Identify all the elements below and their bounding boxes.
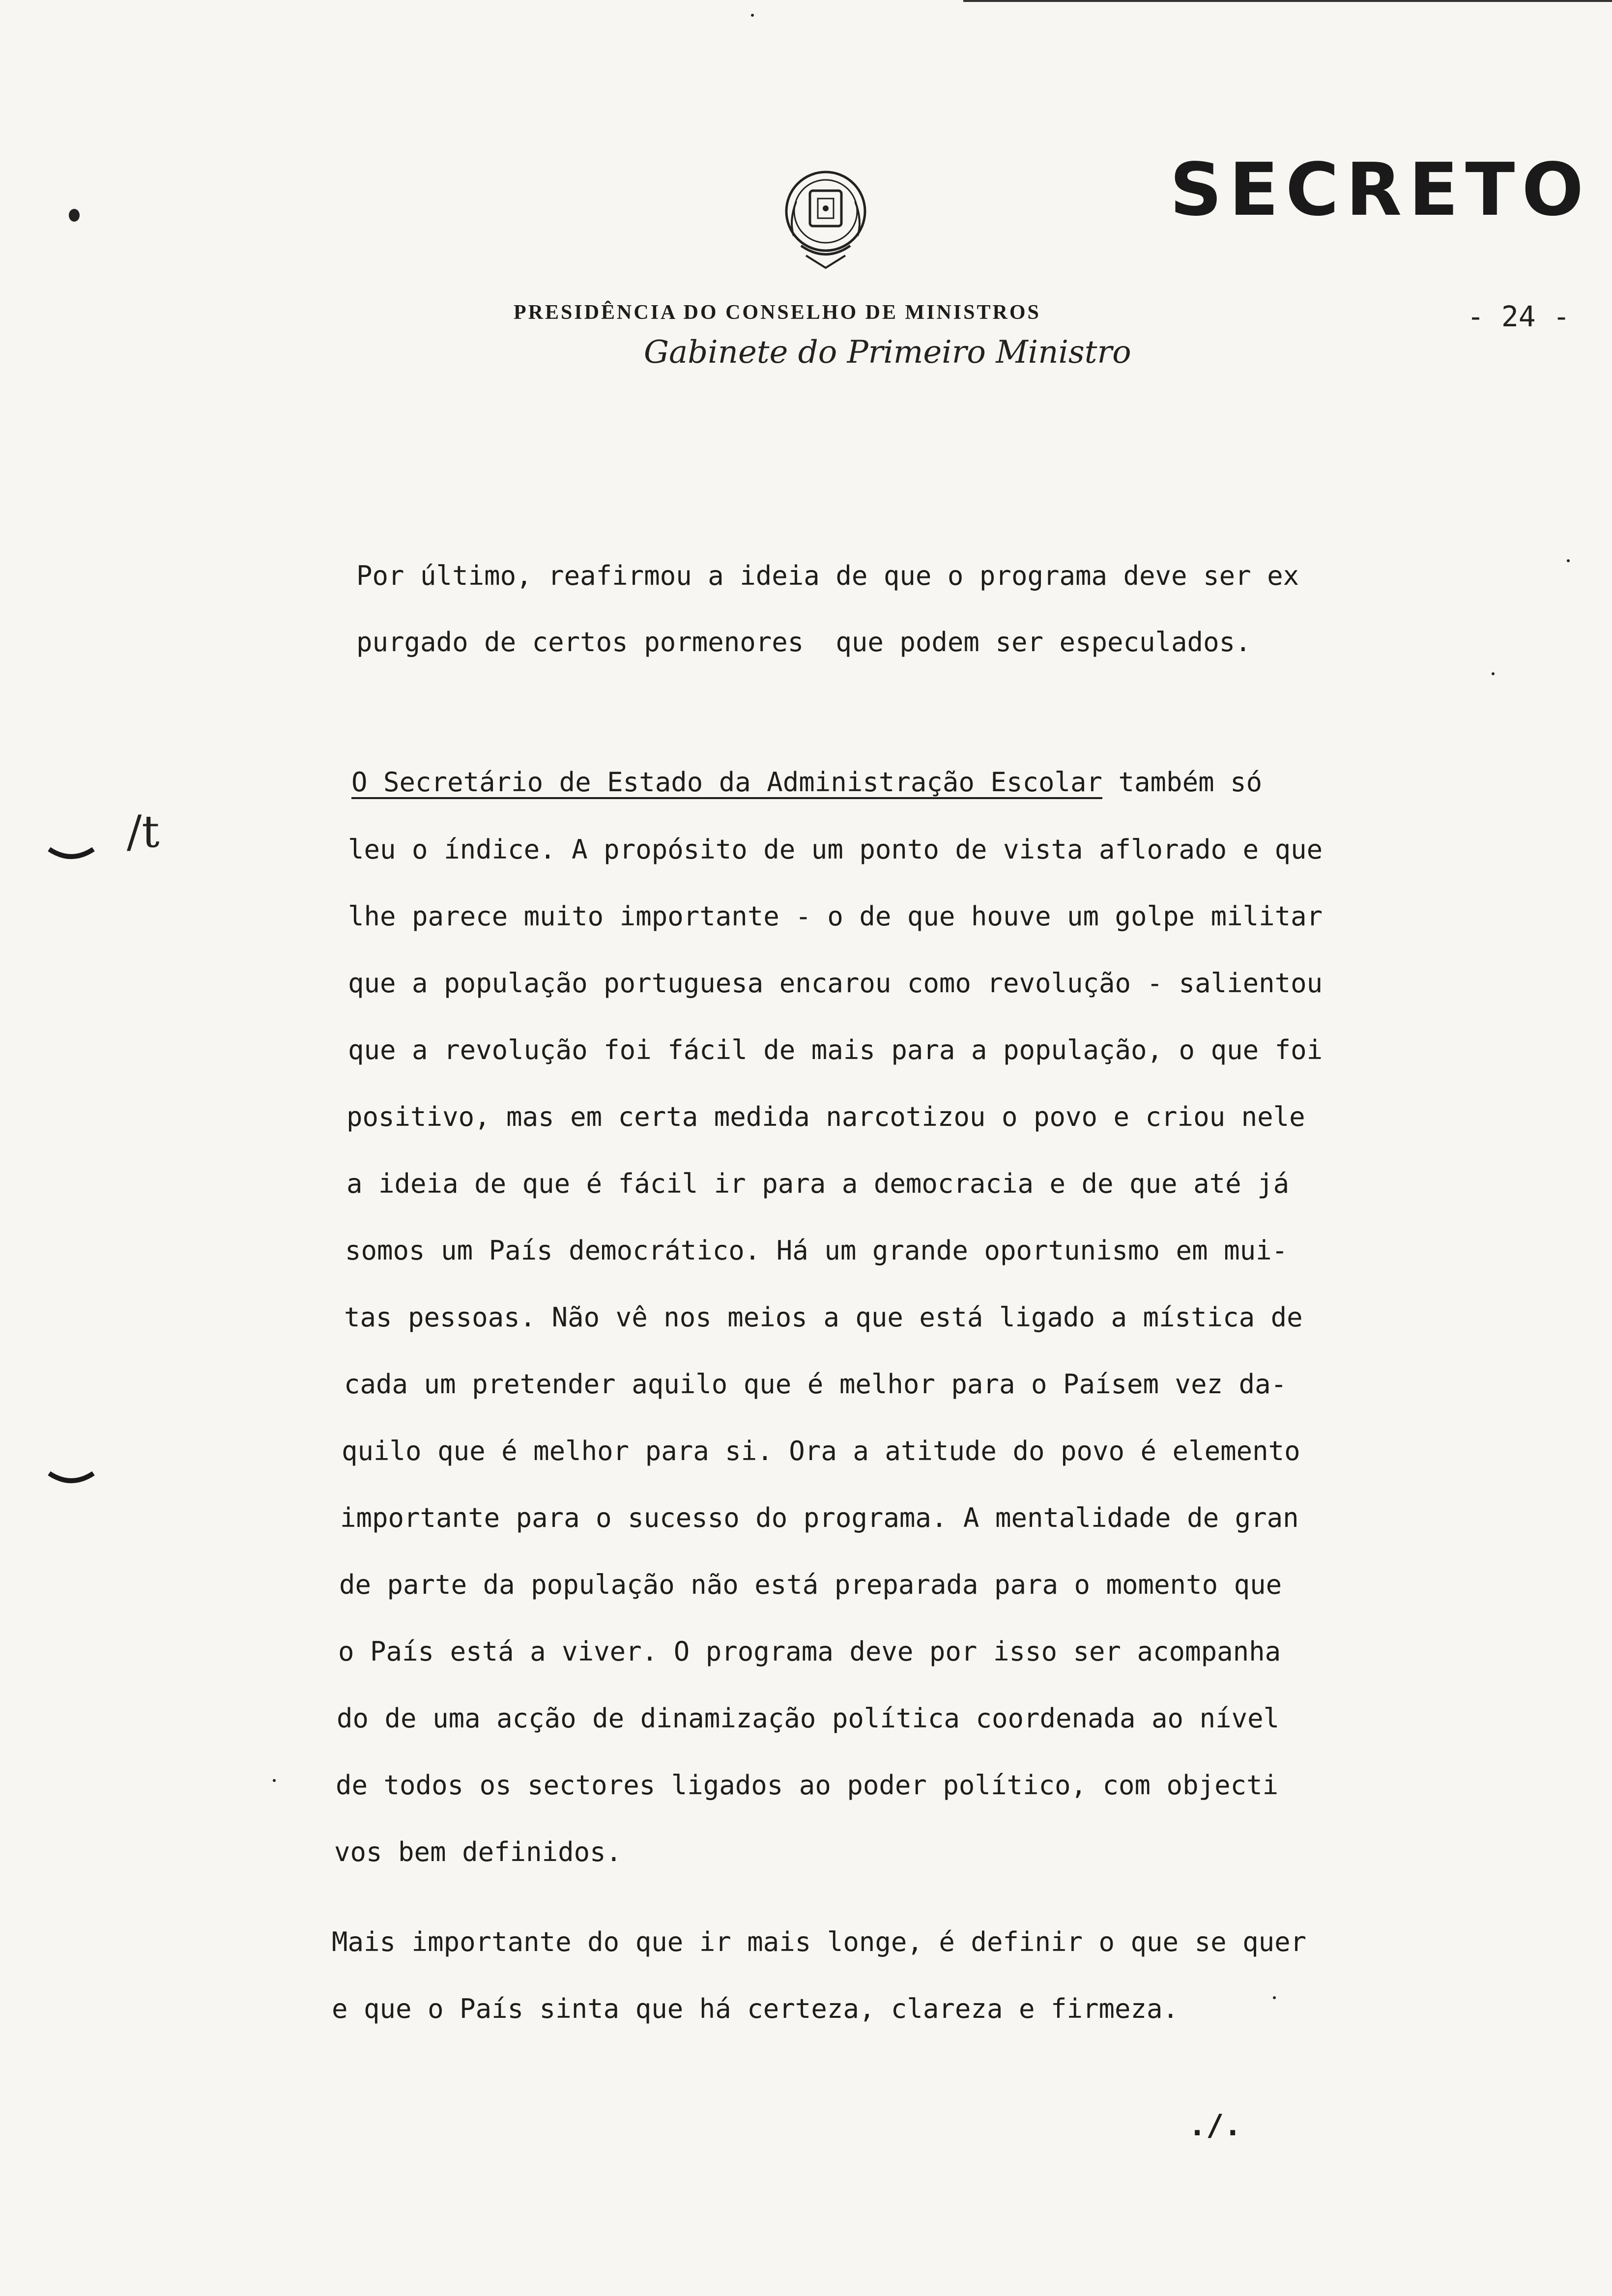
body-line: de parte da população não está preparada para o momento que <box>339 1569 1282 1600</box>
body-line: vos bem definidos. <box>334 1837 622 1867</box>
body-line: do de uma acção de dinamização política coordenada ao nível <box>337 1703 1280 1734</box>
page-number: - 24 - <box>1467 300 1570 333</box>
body-line-rest: também só <box>1102 767 1263 798</box>
body-line: importante para o sucesso do programa. A mentalidade de gran <box>340 1502 1299 1533</box>
body-line: lhe parece muito importante - o de que houve um golpe militar <box>348 901 1323 932</box>
body-line: cada um pretender aquilo que é melhor para o Paísem vez da- <box>344 1369 1287 1400</box>
body-line: quilo que é melhor para si. Ora a atitude do povo é elemento <box>342 1435 1300 1466</box>
body-line: que a revolução foi fácil de mais para a população, o que foi <box>348 1034 1323 1065</box>
coat-of-arms-icon <box>767 162 885 280</box>
scan-speck <box>751 14 754 17</box>
body-line: a ideia de que é fácil ir para a democracia e de que até já <box>346 1168 1290 1199</box>
punch-mark-icon <box>47 845 96 865</box>
body-line: e que o País sinta que há certeza, clareza e firmeza. <box>332 1993 1179 2024</box>
scan-speck <box>69 209 80 222</box>
body-line: o País está a viver. O programa deve por isso ser acompanha <box>338 1636 1281 1667</box>
scan-speck <box>1492 672 1495 675</box>
margin-annotation: /t <box>127 806 160 858</box>
body-line: purgado de certos pormenores que podem ser especulados. <box>356 627 1251 658</box>
organization-heading: PRESIDÊNCIA DO CONSELHO DE MINISTROS <box>514 301 1041 324</box>
scan-speck <box>1273 1996 1276 1999</box>
scan-speck <box>273 1779 276 1782</box>
top-rule <box>963 0 1612 2</box>
body-line: de todos os sectores ligados ao poder político, com objecti <box>336 1770 1279 1801</box>
office-subheading: Gabinete do Primeiro Ministro <box>644 334 1131 371</box>
body-line: que a população portuguesa encarou como revolução - salientou <box>348 968 1323 999</box>
body-line: tas pessoas. Não vê nos meios a que está ligado a mística de <box>344 1302 1303 1333</box>
continuation-mark: ./. <box>1188 2108 1242 2143</box>
punch-mark-icon <box>47 1469 96 1489</box>
scan-speck <box>1567 559 1570 562</box>
body-line: somos um País democrático. Há um grande oportunismo em mui- <box>345 1235 1288 1266</box>
body-line: Por último, reafirmou a ideia de que o programa deve ser ex <box>356 560 1299 591</box>
body-line <box>351 767 1262 798</box>
body-line: positivo, mas em certa medida narcotizou o povo e criou nele <box>346 1101 1305 1132</box>
speaker-title: O Secretário de Estado da Administração Escolar <box>351 767 1103 798</box>
classification-stamp: SECRETO <box>1170 147 1591 232</box>
body-line: Mais importante do que ir mais longe, é definir o que se quer <box>332 1926 1307 1957</box>
body-line: leu o índice. A propósito de um ponto de vista aflorado e que <box>348 834 1323 865</box>
